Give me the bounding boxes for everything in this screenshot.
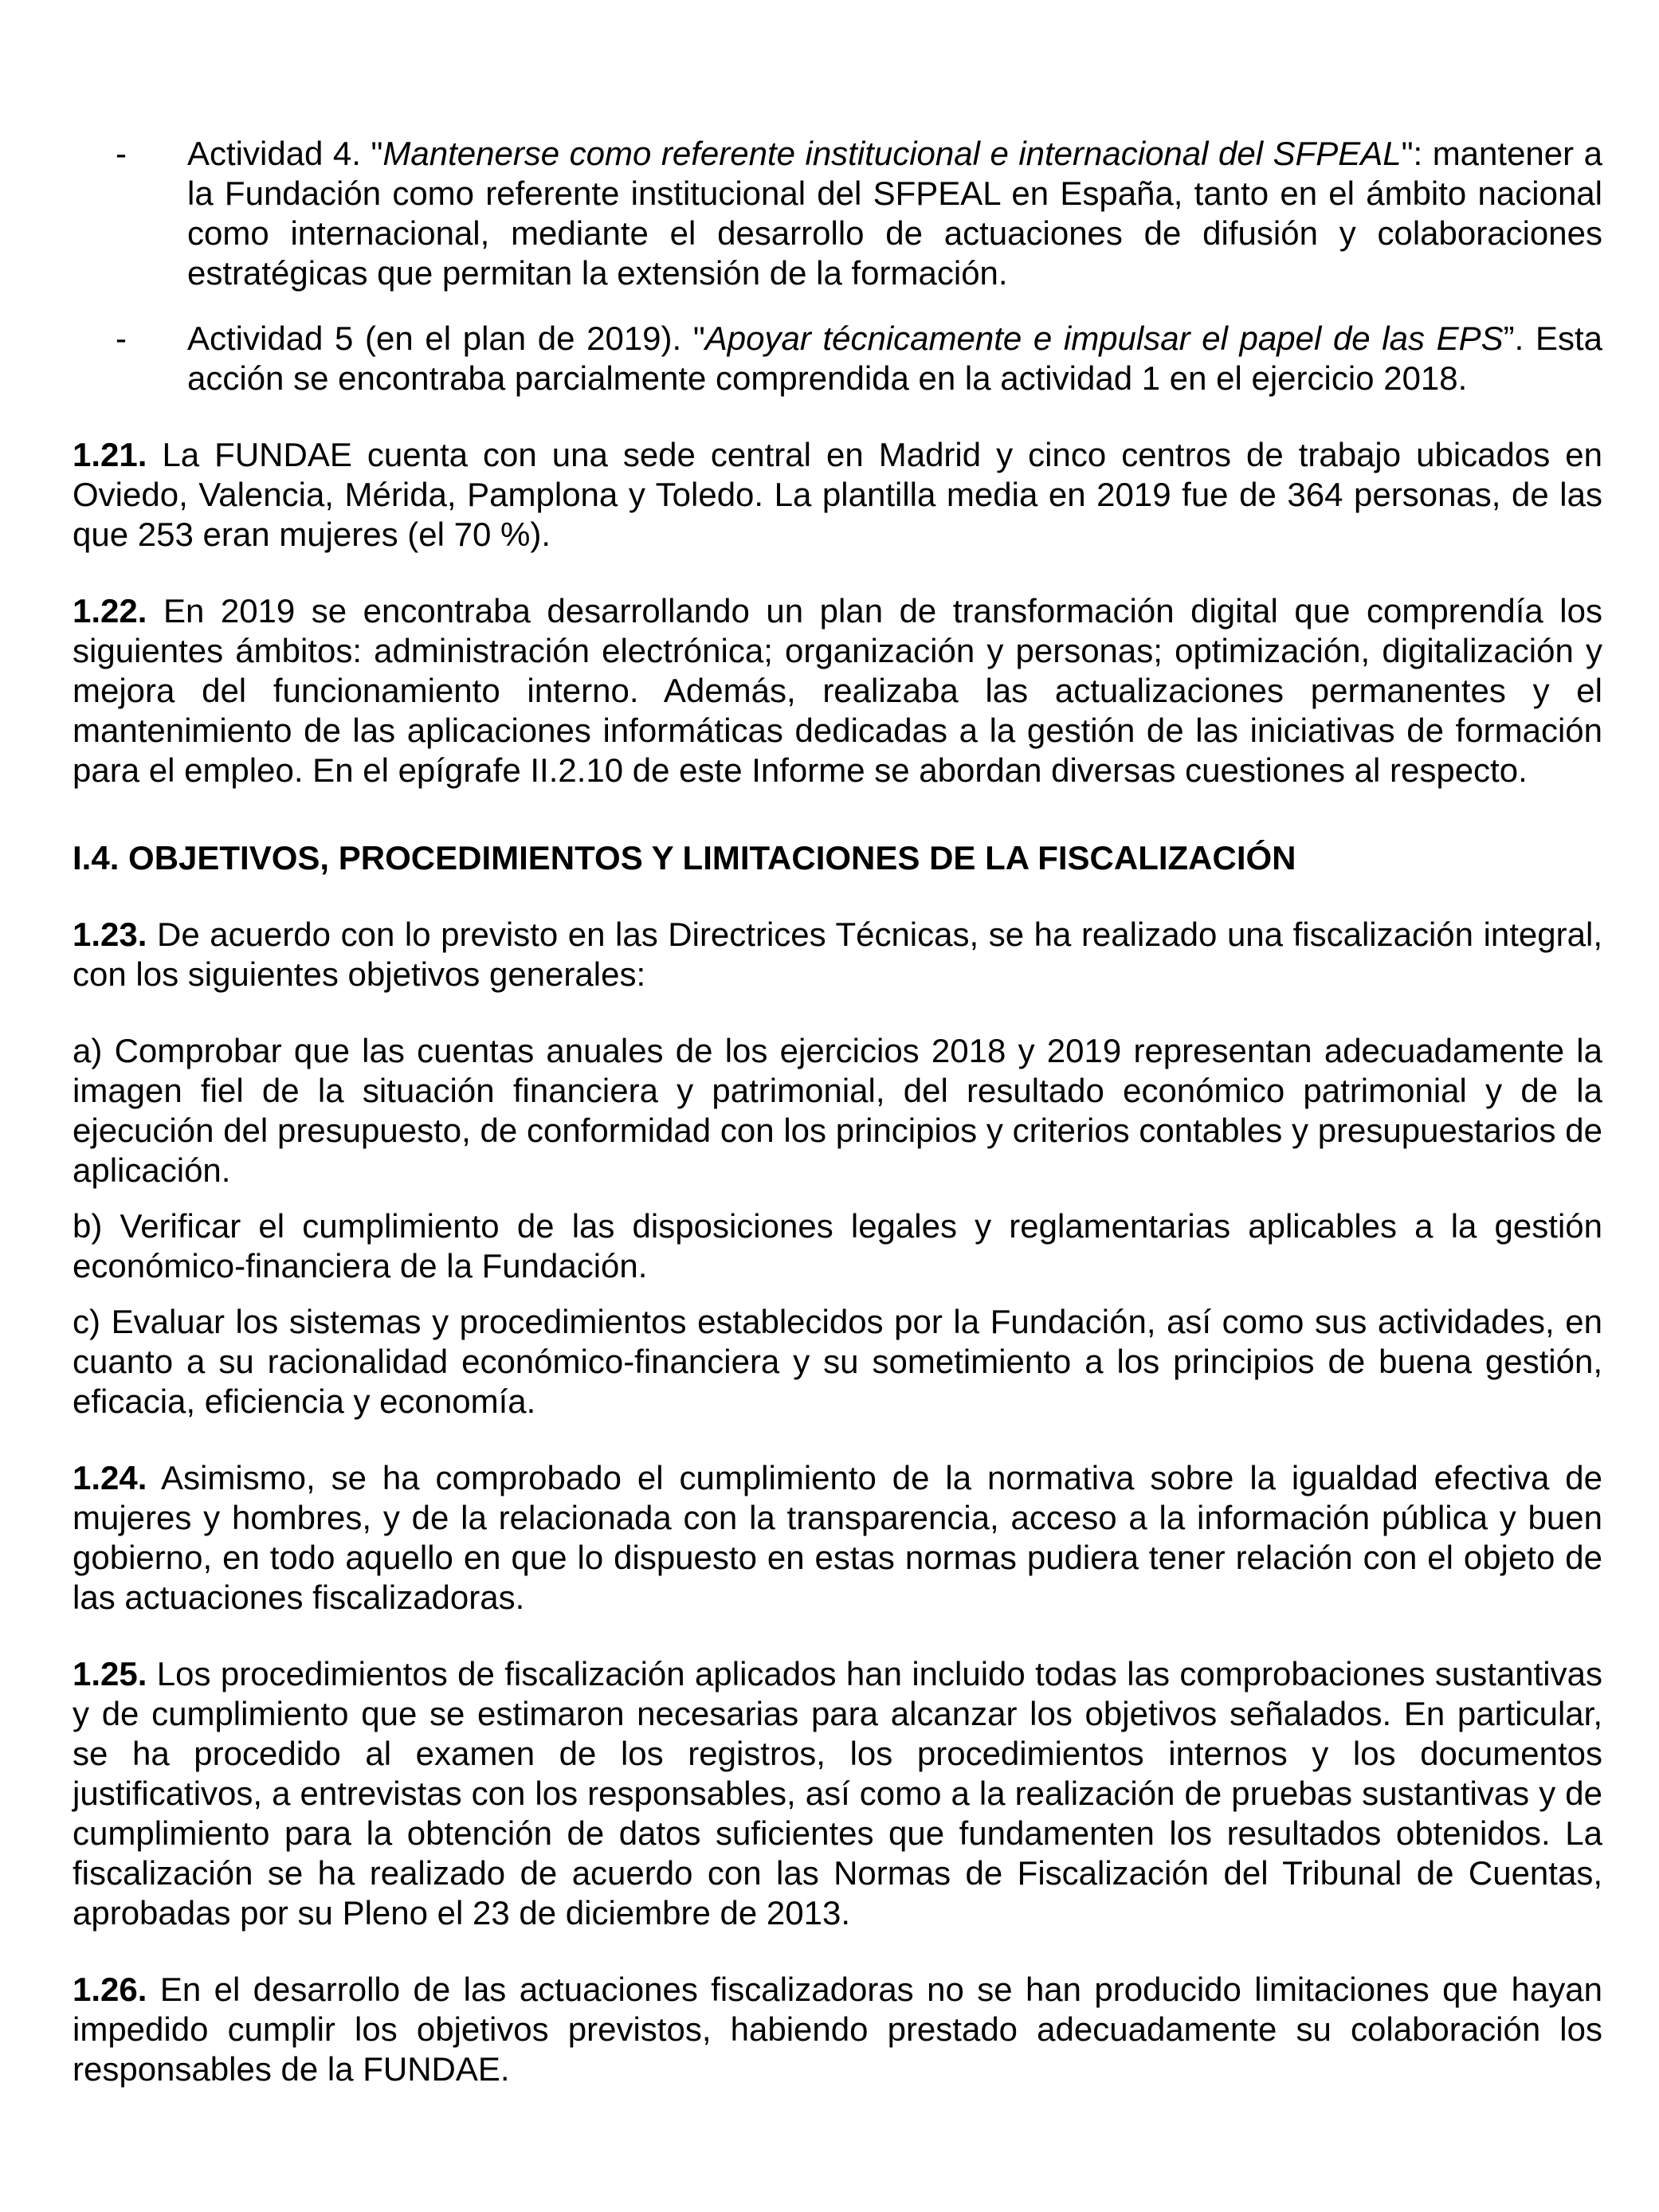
- paragraph-text: En 2019 se encontraba desarrollando un plan de transformación digital que comprendía los siguientes ámbitos: administración electrónica; organización y personas; optimización, digitalización y mejora del funcionamiento interno. Además, realizaba las actualizaciones permanentes y el mantenimiento de las aplicaciones informáticas dedicadas a la gestión de las iniciativas de formación para el empleo. En el epígrafe II.2.10 de este Informe se abordan diversas cuestiones al respecto.: [73, 592, 1602, 789]
- objective-a: a) Comprobar que las cuentas anuales de los ejercicios 2018 y 2019 representan adecuadamente la imagen fiel de la situación financiera y patrimonial, del resultado económico patrimonial y de la ejecución del presupuesto, de conformidad con los principios y criterios contables y presupuestarios de aplicación.: [73, 1032, 1602, 1189]
- bullet-lead: Actividad 5 (en el plan de 2019). ": [187, 320, 705, 357]
- bullet-body: ”. Esta acción se encontraba parcialmente comprendida en la actividad 1 en el ejercicio 2018.: [187, 320, 1602, 397]
- paragraph-1-21: [73, 435, 1602, 555]
- bullet-body: ": mantener a la Fundación como referente institucional del SFPEAL en España, tanto en el ámbito nacional como internacional, mediante el desarrollo de actuaciones de difusión y colaboraciones estratégicas que permitan la extensión de la formación.: [187, 135, 1602, 292]
- paragraph-1-23: [73, 915, 1602, 994]
- paragraph-text: Asimismo, se ha comprobado el cumplimiento de la normativa sobre la igualdad efectiva de mujeres y hombres, y de la relacionada con la transparencia, acceso a la información pública y buen gobierno, en todo aquello en que lo dispuesto en estas normas pudiera tener relación con el objeto de las actuaciones fiscalizadoras.: [73, 1459, 1602, 1616]
- paragraph-1-24: [73, 1458, 1602, 1618]
- bullet-dash: -: [116, 320, 127, 357]
- bullet-dash: -: [116, 135, 127, 172]
- paragraph-text: En el desarrollo de las actuaciones fiscalizadoras no se han producido limitaciones que hayan impedido cumplir los objetivos previstos, habiendo prestado adecuadamente su colaboración los responsables de la FUNDAE.: [73, 1971, 1602, 2088]
- bullet-italic-title: Apoyar técnicamente e impulsar el papel de las EPS: [704, 320, 1504, 357]
- section-heading: I.4. OBJETIVOS, PROCEDIMIENTOS Y LIMITACIONES DE LA FISCALIZACIÓN: [73, 839, 1296, 877]
- paragraph-text: Los procedimientos de fiscalización aplicados han incluido todas las comprobaciones sustantivas y de cumplimiento que se estimaron necesarias para alcanzar los objetivos señalados. En particular, se ha procedido al examen de los registros, los procedimientos internos y los documentos justificativos, a entrevistas con los responsables, así como a la realización de pruebas sustantivas y de cumplimiento para la obtención de datos suficientes que fundamenten los resultados obtenidos. La fiscalización se ha realizado de acuerdo con las Normas de Fiscalización del Tribunal de Cuentas, aprobadas por su Pleno el 23 de diciembre de 2013.: [73, 1655, 1602, 1932]
- paragraph-text: De acuerdo con lo previsto en las Directrices Técnicas, se ha realizado una fiscalización integral, con los siguientes objetivos generales:: [73, 916, 1602, 993]
- paragraph-number: 1.22.: [73, 592, 147, 629]
- paragraph-text: La FUNDAE cuenta con una sede central en Madrid y cinco centros de trabajo ubicados en Oviedo, Valencia, Mérida, Pamplona y Toledo. La plantilla media en 2019 fue de 364 personas, de las que 253 eran mujeres (el 70 %).: [73, 436, 1602, 553]
- bullet-activity-4: [73, 134, 1602, 293]
- objective-c: c) Evaluar los sistemas y procedimientos establecidos por la Fundación, así como sus actividades, en cuanto a su racionalidad económico-financiera y su sometimiento a los principios de buena gestión, eficacia, eficiencia y economía.: [73, 1303, 1602, 1420]
- paragraph-1-25: [73, 1654, 1602, 1933]
- bullet-lead: Actividad 4. ": [187, 135, 383, 172]
- paragraph-1-26: [73, 1970, 1602, 2089]
- objective-b: b) Verificar el cumplimiento de las disposiciones legales y reglamentarias aplicables a la gestión económico-financiera de la Fundación.: [73, 1207, 1602, 1284]
- paragraph-number: 1.23.: [73, 916, 147, 953]
- paragraph-number: 1.26.: [73, 1971, 147, 2008]
- document-page: [73, 134, 1602, 2089]
- bullet-activity-5: [73, 319, 1602, 398]
- paragraph-number: 1.21.: [73, 436, 147, 473]
- bullet-italic-title: Mantenerse como referente institucional e internacional del SFPEAL: [382, 135, 1402, 172]
- paragraph-1-22: [73, 591, 1602, 790]
- paragraph-number: 1.24.: [73, 1459, 147, 1496]
- paragraph-number: 1.25.: [73, 1655, 147, 1692]
